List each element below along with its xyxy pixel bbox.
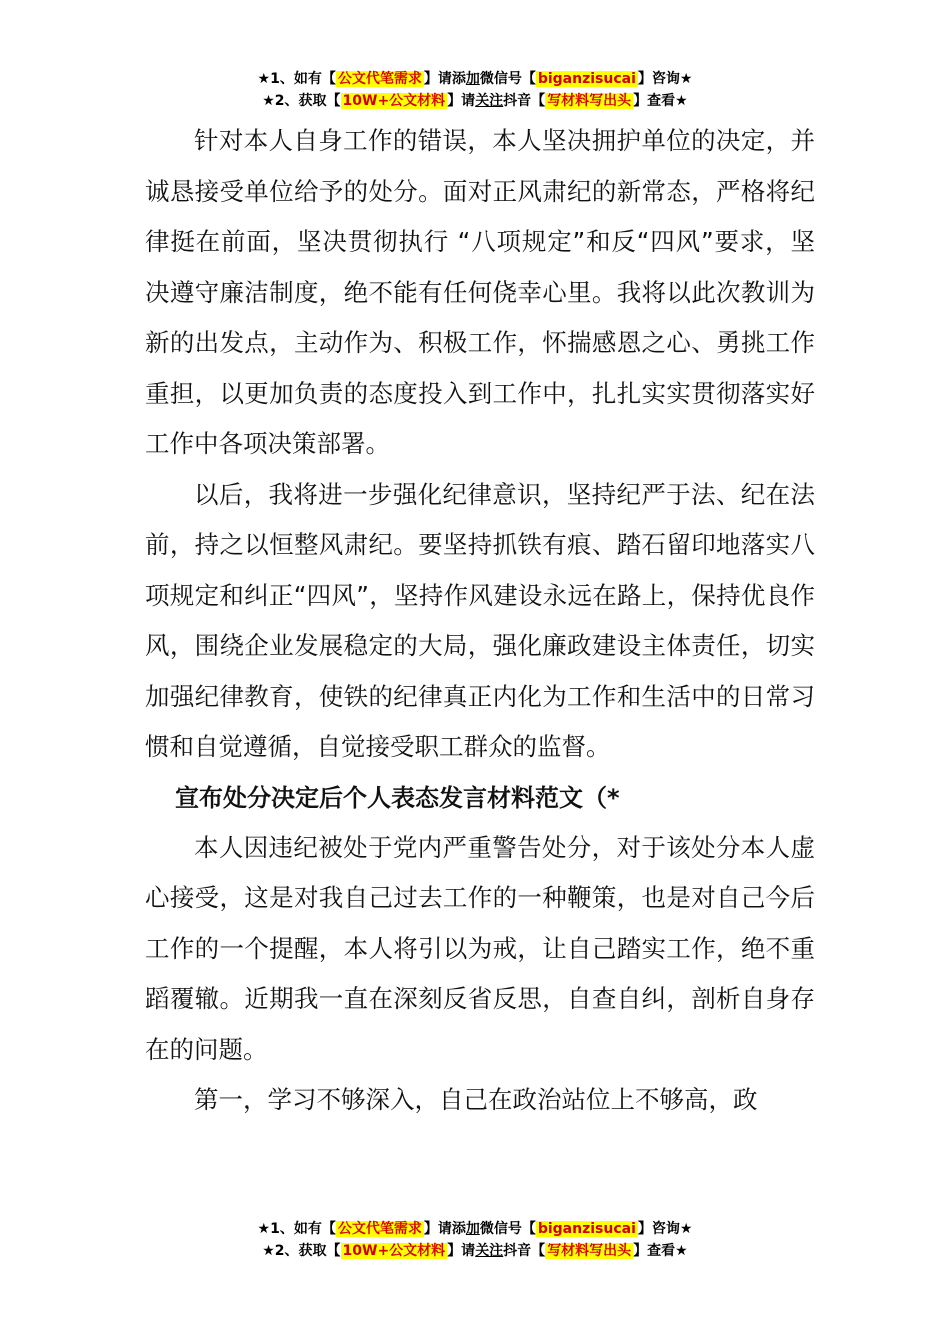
banner-line-1 [0,68,950,90]
banner-text: 加 [465,71,480,87]
banner-text: 抖音【 [503,1243,546,1259]
banner-text: 抖音【 [503,93,546,109]
highlight-materials: 10W+公文材料 [342,1243,446,1259]
banner-text: 微信号【 [479,71,536,87]
highlight-wechat-id: biganzisucai [537,71,636,87]
banner-line-2 [0,1240,950,1262]
footer-banner [0,1218,950,1262]
banner-text: 】查看★ [633,93,688,109]
banner-text: 关注 [475,93,504,109]
banner-text: 】咨询★ [637,1221,693,1237]
highlight-service: 公文代笔需求 [337,1221,422,1237]
highlight-service: 公文代笔需求 [337,71,422,87]
banner-line-1 [0,1218,950,1240]
banner-text: 】请 [447,93,476,109]
paragraph: 第一，学习不够深入，自己在政治站位上不够高，政 [194,1085,758,1114]
paragraph: 针对本人自身工作的错误，本人坚决拥护单位的决定，并诚恳接受单位给予的处分。面对正风肃纪的新常态，严格将纪律挺在前面，坚决贯彻执行 “八项规定”和反“四风”要求，坚决遵守廉洁制度，绝不能有任何侥幸心里。我将以此次教训为新的出发点，主动作为、积极工作，怀揣感恩之心、勇挑工作重担，以更加负责的态度投入到工作中，扎扎实实贯彻落实好工作中各项决策部署。 [145,126,815,458]
banner-text: 】咨询★ [637,71,693,87]
banner-text: 关注 [475,1243,504,1259]
section-title: 宣布处分决定后个人表态发言材料范文（* [175,783,620,812]
highlight-douyin: 写材料写出头 [547,1243,632,1259]
highlight-douyin: 写材料写出头 [547,93,632,109]
banner-line-2 [0,90,950,112]
banner-text: 加 [465,1221,480,1237]
banner-text: 】请添 [423,71,466,87]
banner-text: ★2、获取【 [262,93,341,109]
banner-text: 微信号【 [479,1221,536,1237]
paragraph: 以后，我将进一步强化纪律意识，坚持纪严于法、纪在法前，持之以恒整风肃纪。要坚持抓铁有痕、踏石留印地落实八项规定和纠正“四风”，坚持作风建设永远在路上，保持优良作风，围绕企业发展稳定的大局，强化廉政建设主体责任，切实加强纪律教育，使铁的纪律真正内化为工作和生活中的日常习惯和自觉遵循，自觉接受职工群众的监督。 [145,479,815,761]
banner-text: 】请 [447,1243,476,1259]
banner-text: 】查看★ [633,1243,688,1259]
document-body [145,116,815,1126]
highlight-materials: 10W+公文材料 [342,93,446,109]
highlight-wechat-id: biganzisucai [537,1221,636,1237]
banner-text: 】请添 [423,1221,466,1237]
header-banner [0,68,950,112]
banner-text: ★1、如有【 [257,71,336,87]
paragraph: 本人因违纪被处于党内严重警告处分，对于该处分本人虚心接受，这是对我自己过去工作的一种鞭策，也是对自己今后工作的一个提醒，本人将引以为戒，让自己踏实工作，绝不重蹈覆辙。近期我一直在深刻反省反思，自查自纠，剖析自身存在的问题。 [145,832,815,1064]
banner-text: ★1、如有【 [257,1221,336,1237]
banner-text: ★2、获取【 [262,1243,341,1259]
